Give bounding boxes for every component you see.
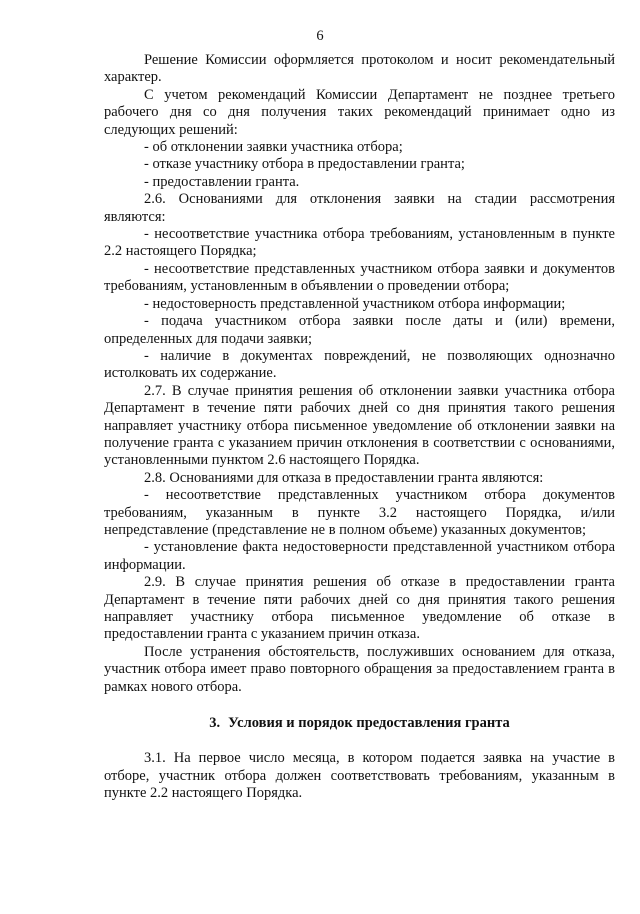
paragraph-reapplication: После устранения обстоятельств, послуживших основанием для отказа, участник отбора имеет право повторного обращения за предоставлением гранта в рамках нового отбора. <box>104 643 615 695</box>
list-item-unreliable-information: - установление факта недостоверности представленной участником отбора информации. <box>104 539 615 573</box>
document-body <box>104 52 615 803</box>
clause-2-9: 2.9. В случае принятия решения об отказе в предоставлении гранта Департамент в течение пяти рабочих дней со дня принятия такого решения направляет участнику отбора письменное уведомление об отказе в предоставлении гранта с указанием причин отказа. <box>104 574 615 643</box>
list-item-grant-provision: - предоставлении гранта. <box>144 173 300 190</box>
page-number: 6 <box>316 28 324 44</box>
paragraph-commission-decision: Решение Комиссии оформляется протоколом и носит рекомендательный характер. <box>104 52 615 86</box>
section-number: 3. <box>209 715 221 732</box>
list-item-documents-not-provided: - несоответствие представленных участником отбора документов требованиям, указанным в пункте 3.2 настоящего Порядка, и/или непредставление (представление не в полном объеме) указанных документов; <box>104 487 615 538</box>
clause-2-8: 2.8. Основаниями для отказа в предоставлении гранта являются: <box>144 469 544 486</box>
list-item-refuse-grant: - отказе участнику отбора в предоставлении гранта; <box>144 156 465 173</box>
clause-2-6: 2.6. Основаниями для отклонения заявки на стадии рассмотрения являются: <box>104 191 615 225</box>
section-heading <box>104 715 615 732</box>
clause-2-7: 2.7. В случае принятия решения об отклонении заявки участника отбора Департамент в течение пяти рабочих дней со дня принятия такого решения направляет участнику отбора письменное уведомление об отклонении заявки на получение гранта с указанием причин отклонения в соответствии с основаниями, установленными пунктом 2.6 настоящего Порядка. <box>104 382 615 469</box>
list-item-false-information: - недостоверность представленной участником отбора информации; <box>144 295 566 312</box>
list-item-late-submission: - подача участником отбора заявки после даты и (или) времени, определенных для подачи заявки; <box>104 313 615 347</box>
paragraph-department-decision: С учетом рекомендаций Комиссии Департамент не позднее третьего рабочего дня со дня получения таких рекомендаций принимает одно из следующих решений: <box>104 86 615 138</box>
list-item-damaged-documents: - наличие в документах повреждений, не позволяющих однозначно истолковать их содержание. <box>104 347 615 382</box>
list-item-documents-mismatch: - несоответствие представленных участником отбора заявки и документов требованиям, установленным в объявлении о проведении отбора; <box>104 260 615 295</box>
section-title: Условия и порядок предоставления гранта <box>228 715 510 732</box>
list-item-reject-application: - об отклонении заявки участника отбора; <box>144 139 403 156</box>
clause-3-1: 3.1. На первое число месяца, в котором подается заявка на участие в отборе, участник отбора должен соответствовать требованиям, указанным в пункте 2.2 настоящего Порядка. <box>104 750 615 802</box>
list-item-requirements-mismatch: - несоответствие участника отбора требованиям, установленным в пункте 2.2 настоящего Порядка; <box>104 226 615 260</box>
